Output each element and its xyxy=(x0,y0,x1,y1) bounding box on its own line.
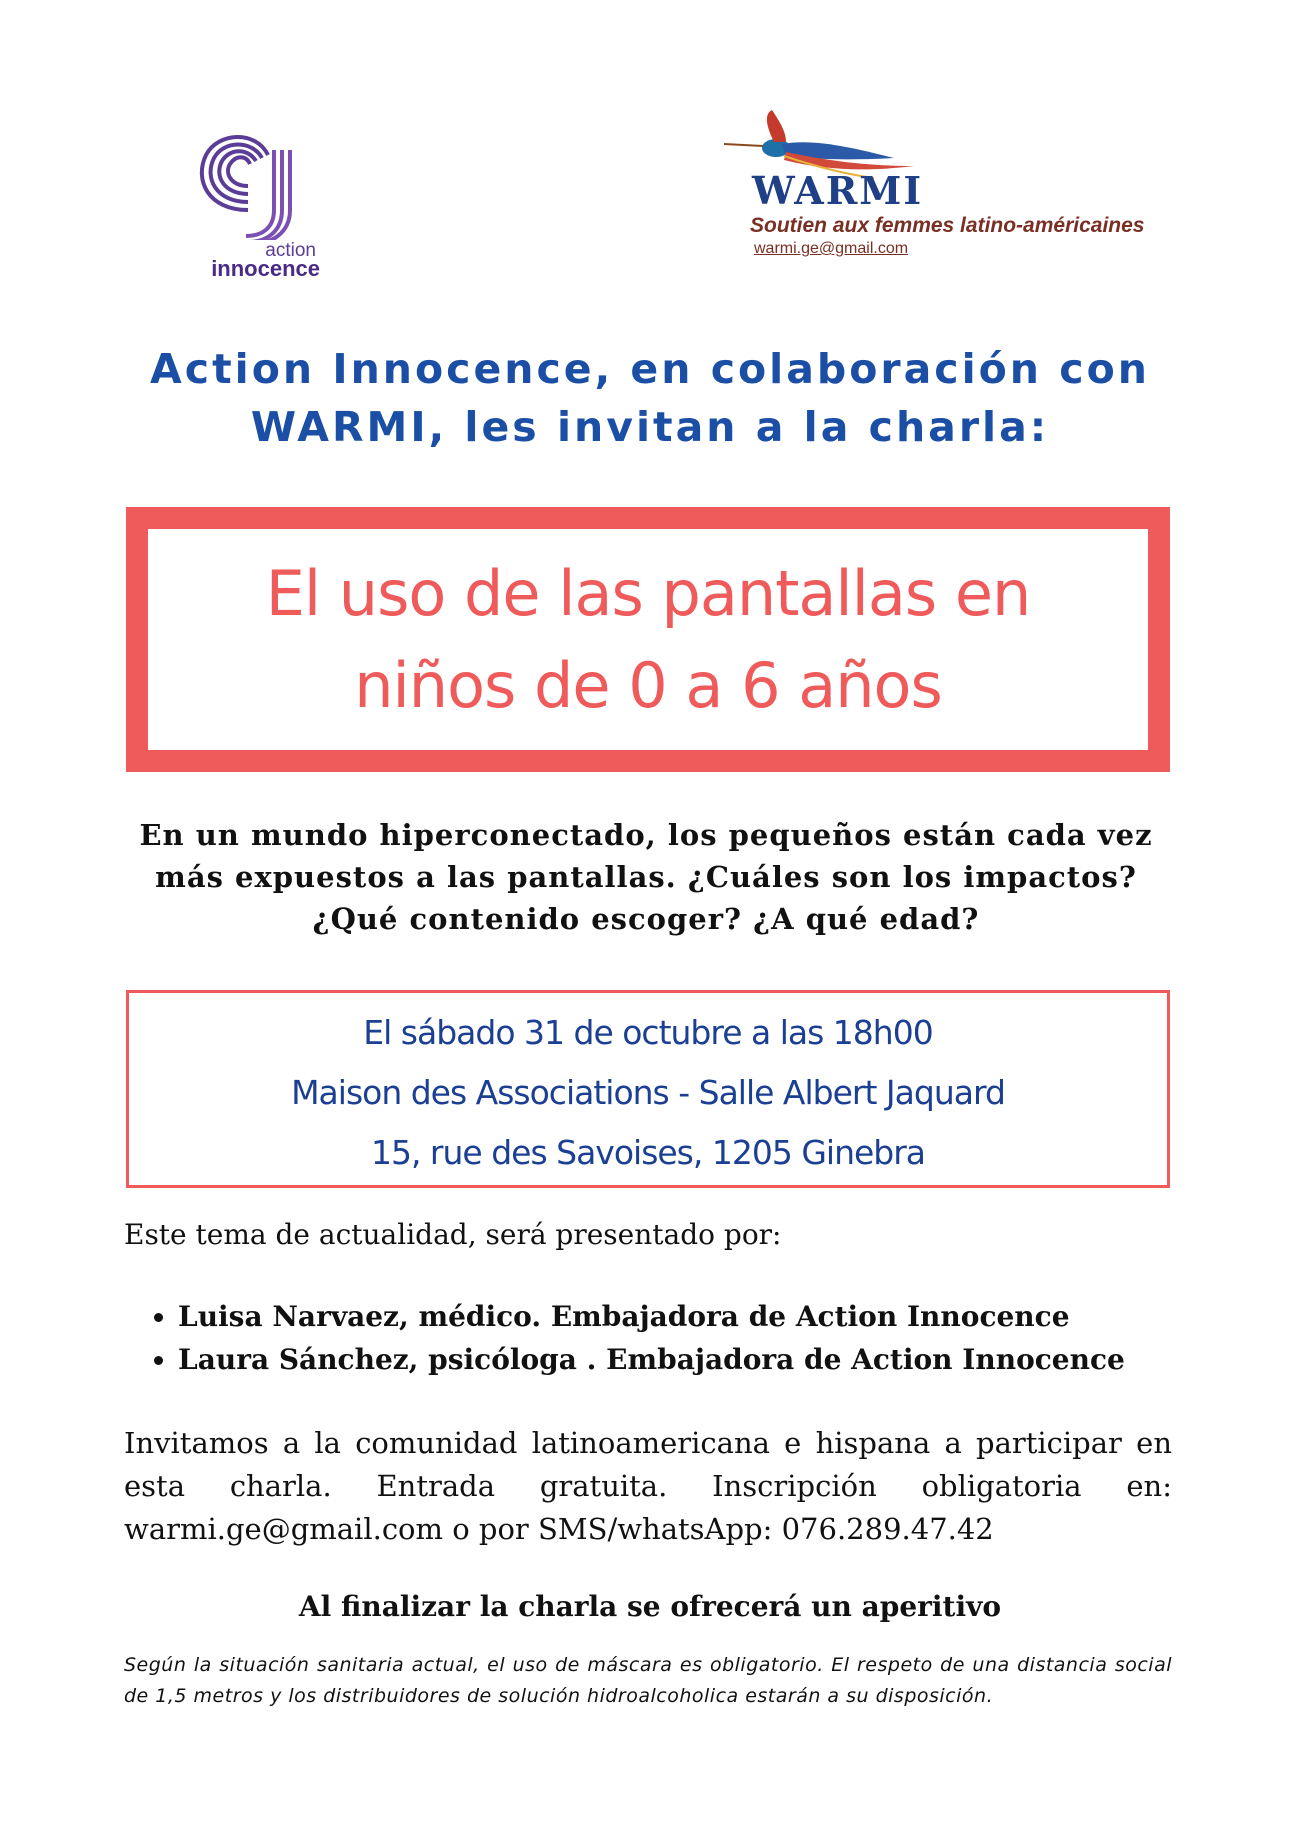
warmi-tagline: Soutien aux femmes latino-américaines xyxy=(750,214,1145,237)
talk-title-line-2: niños de 0 a 6 años xyxy=(354,648,942,722)
talk-title-box xyxy=(126,507,1170,772)
event-date: El sábado 31 de octubre a las 18h00 xyxy=(363,1013,933,1052)
talk-title-line-1: El uso de las pantallas en xyxy=(265,556,1031,630)
headline-line-1: Action Innocence, en colaboración con xyxy=(150,345,1150,393)
action-innocence-word-action: action xyxy=(265,240,316,261)
warmi-email-link[interactable]: warmi.ge@gmail.com xyxy=(754,240,909,257)
sanitary-note: Según la situación sanitaria actual, el uso de máscara es obligatorio. El respeto de una distancia social de 1,5 metros y los distribuidores de solución hidroalcoholica estarán a su disposición. xyxy=(124,1654,1172,1707)
intro-line-2: más expuestos a las pantallas. ¿Cuáles son los impactos? xyxy=(155,860,1137,894)
talk-title-inner xyxy=(148,529,1148,750)
warmi-wordmark: WARMI xyxy=(752,168,924,213)
action-innocence-logo xyxy=(136,110,320,285)
event-venue: Maison des Associations - Salle Albert Jaquard xyxy=(291,1073,1005,1112)
invitation-text: Invitamos a la comunidad latinoamericana e hispana a participar en esta charla. Entrada gratuita. Inscripción obligatoria en: warmi.ge@gmail.com o por SMS/whatsApp: 076.289.47.42 xyxy=(124,1426,1172,1546)
action-innocence-word-innocence: innocence xyxy=(211,256,320,281)
action-innocence-mark-icon xyxy=(186,110,316,240)
warmi-logo xyxy=(724,108,1184,268)
speaker-list xyxy=(150,1295,1125,1381)
aperitivo-text: Al finalizar la charla se ofrecerá un aperitivo xyxy=(298,1590,1002,1623)
event-info-box xyxy=(126,990,1170,1188)
presented-by-text: Este tema de actualidad, será presentado por: xyxy=(124,1218,782,1251)
intro-line-1: En un mundo hiperconectado, los pequeños están cada vez xyxy=(139,818,1153,852)
headline xyxy=(100,340,1200,456)
speaker-item: • Laura Sánchez, psicóloga . Embajadora de Action Innocence xyxy=(178,1338,1125,1381)
intro-text xyxy=(110,814,1182,940)
event-address: 15, rue des Savoises, 1205 Ginebra xyxy=(370,1133,926,1172)
talk-title xyxy=(266,548,1031,732)
headline-line-2: WARMI, les invitan a la charla: xyxy=(250,403,1050,451)
intro-line-3: ¿Qué contenido escoger? ¿A qué edad? xyxy=(312,902,980,936)
speaker-item: • Luisa Narvaez, médico. Embajadora de Action Innocence xyxy=(178,1295,1125,1338)
